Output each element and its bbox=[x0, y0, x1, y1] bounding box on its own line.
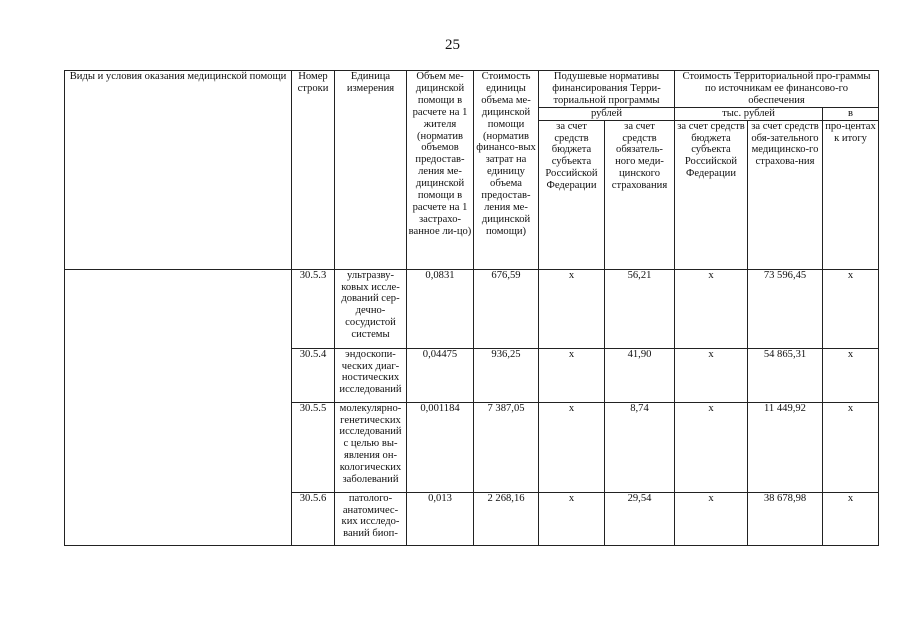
types-cell-empty bbox=[65, 269, 292, 545]
header-cost-unit: тыс. рублей bbox=[675, 107, 823, 120]
header-row-number: Номер строки bbox=[292, 71, 335, 270]
row-pc-budget: x bbox=[539, 402, 605, 492]
table-row bbox=[65, 269, 879, 348]
financing-table bbox=[64, 70, 879, 546]
row-cost-budget: x bbox=[675, 269, 748, 348]
header-volume: Объем ме-дицинской помощи в расчете на 1 жителя (норматив объемов предостав-ления ме-дицинской помощи в расчете на 1 застрахо-ванное ли-цо) bbox=[407, 71, 474, 270]
row-pc-budget: x bbox=[539, 348, 605, 402]
row-volume: 0,0831 bbox=[407, 269, 474, 348]
row-cost-oms: 73 596,45 bbox=[748, 269, 823, 348]
row-cost-oms: 11 449,92 bbox=[748, 402, 823, 492]
header-per-capita-group: Подушевые нормативы финансирования Терри-ториальной программы bbox=[539, 71, 675, 108]
header-sub-percent: про-центах к итогу bbox=[823, 120, 879, 269]
row-unit: ультразву-ковых иссле-дований сер-дечно-сосудистой системы bbox=[335, 269, 407, 348]
row-number: 30.5.5 bbox=[292, 402, 335, 492]
row-pc-budget: x bbox=[539, 492, 605, 545]
row-cost: 7 387,05 bbox=[474, 402, 539, 492]
row-cost-oms: 54 865,31 bbox=[748, 348, 823, 402]
header-percent-top: в bbox=[823, 107, 879, 120]
row-volume: 0,001184 bbox=[407, 402, 474, 492]
row-pc-oms: 8,74 bbox=[605, 402, 675, 492]
header-sub-budget: за счет средств бюджета субъекта Российской Федерации bbox=[539, 120, 605, 269]
row-cost-budget: x bbox=[675, 348, 748, 402]
row-pc-oms: 29,54 bbox=[605, 492, 675, 545]
header-types: Виды и условия оказания медицинской помощи bbox=[65, 71, 292, 270]
page-number: 25 bbox=[445, 37, 460, 53]
row-cost: 936,25 bbox=[474, 348, 539, 402]
header-sub-budget-2: за счет средств бюджета субъекта Российской Федерации bbox=[675, 120, 748, 269]
header-sub-oms: за счет средств обязатель-ного меди-цинского страхования bbox=[605, 120, 675, 269]
row-number: 30.5.3 bbox=[292, 269, 335, 348]
header-cost: Стоимость единицы объема ме-дицинской помощи (норматив финансо-вых затрат на единицу объема предостав-ления ме-дицинской помощи) bbox=[474, 71, 539, 270]
row-percent: x bbox=[823, 348, 879, 402]
row-pc-oms: 56,21 bbox=[605, 269, 675, 348]
row-cost-budget: x bbox=[675, 402, 748, 492]
row-unit: молекулярно-генетических исследований с целью вы-явления он-кологических заболеваний bbox=[335, 402, 407, 492]
row-volume: 0,013 bbox=[407, 492, 474, 545]
header-row-1 bbox=[65, 71, 879, 108]
row-volume: 0,04475 bbox=[407, 348, 474, 402]
row-cost: 2 268,16 bbox=[474, 492, 539, 545]
row-cost-budget: x bbox=[675, 492, 748, 545]
header-per-capita-unit: рублей bbox=[539, 107, 675, 120]
row-percent: x bbox=[823, 492, 879, 545]
row-number: 30.5.6 bbox=[292, 492, 335, 545]
row-pc-budget: x bbox=[539, 269, 605, 348]
row-unit: патолого-анатомичес-ких исследо-ваний биоп- bbox=[335, 492, 407, 545]
header-cost-program-group: Стоимость Территориальной про-граммы по источникам ее финансово-го обеспечения bbox=[675, 71, 879, 108]
row-cost: 676,59 bbox=[474, 269, 539, 348]
row-cost-oms: 38 678,98 bbox=[748, 492, 823, 545]
row-pc-oms: 41,90 bbox=[605, 348, 675, 402]
row-percent: x bbox=[823, 269, 879, 348]
row-percent: x bbox=[823, 402, 879, 492]
row-number: 30.5.4 bbox=[292, 348, 335, 402]
row-unit: эндоскопи-ческих диаг-ностических исследований bbox=[335, 348, 407, 402]
header-sub-oms-2: за счет средств обя-зательного медицинско-го страхова-ния bbox=[748, 120, 823, 269]
header-unit: Единица измерения bbox=[335, 71, 407, 270]
